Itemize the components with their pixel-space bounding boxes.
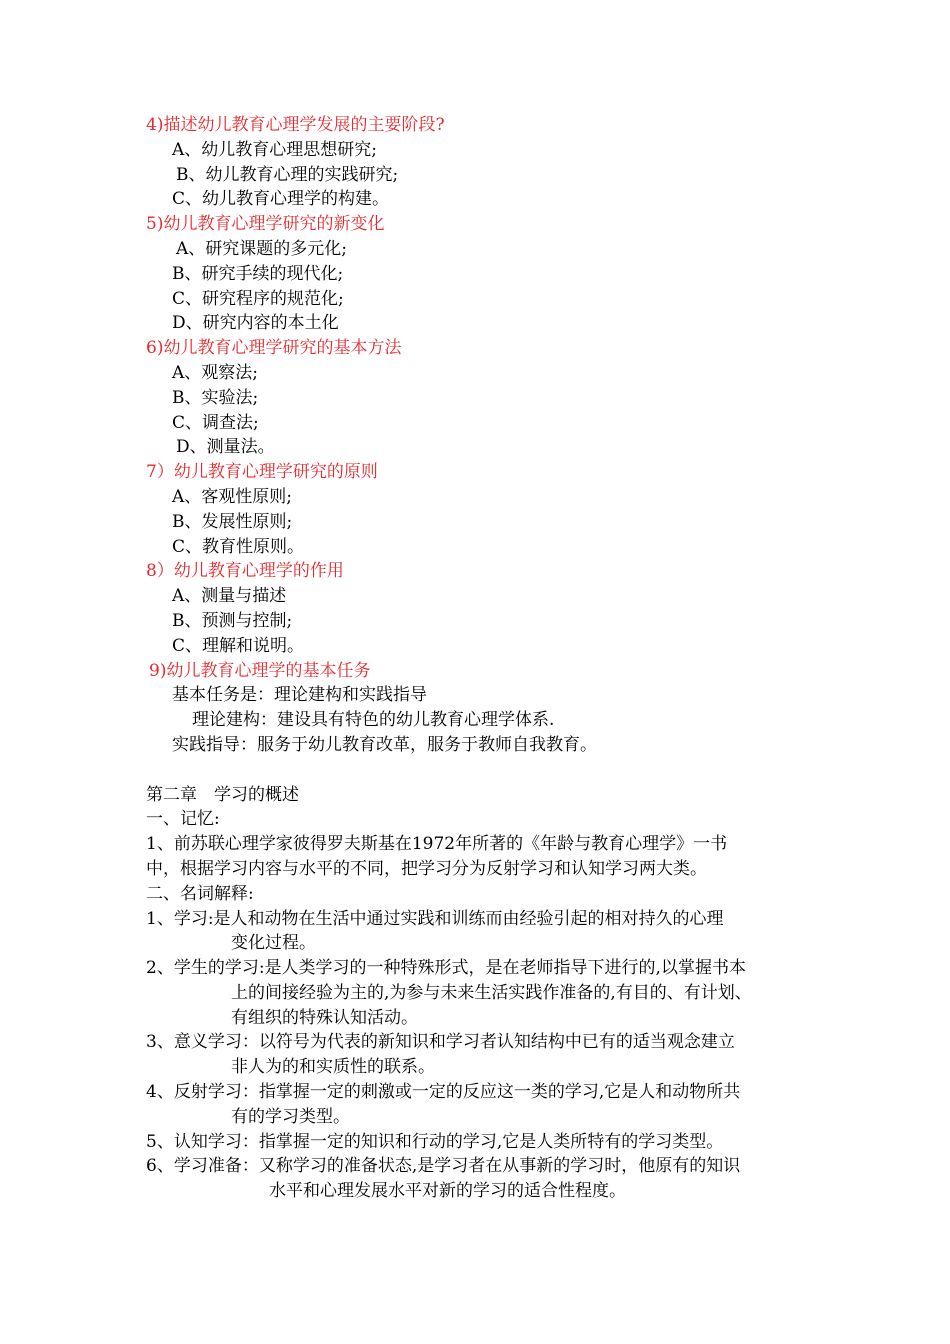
spacer [146,758,816,783]
term-entry: 2、学生的学习:是人类学习的一种特殊形式，是在老师指导下进行的,以掌握书本 [146,958,746,979]
paragraph-line: 中，根据学习内容与水平的不同，把学习分为反射学习和认知学习两大类。 [146,858,707,879]
paragraph-line: 基本任务是：理论建构和实践指导 [172,685,427,706]
term-entry: 4、反射学习：指掌握一定的刺激或一定的反应这一类的学习,它是人和动物所共 [146,1082,741,1103]
paragraph-line: 理论建构：建设具有特色的幼儿教育心理学体系. [192,710,555,731]
question-7-heading: 7）幼儿教育心理学研究的原则 [146,462,378,483]
paragraph-line: 1、前苏联心理学家彼得罗夫斯基在1972年所著的《年龄与教育心理学》一书 [146,834,728,855]
list-item: D、测量法。 [176,437,275,458]
list-item: C、研究程序的规范化; [172,288,344,309]
term-entry-continuation: 上的间接经验为主的,为参与未来生活实践作准备的,有目的、有计划、 [231,982,752,1003]
paragraph-line: 实践指导：服务于幼儿教育改革，服务于教师自我教育。 [172,734,597,755]
list-item: C、幼儿教育心理学的构建。 [172,189,390,210]
list-item: A、研究课题的多元化; [176,238,348,259]
list-item: C、调查法; [172,412,259,433]
question-6-heading: 6)幼儿教育心理学研究的基本方法 [146,338,402,359]
term-entry: 6、学习准备：又称学习的准备状态,是学习者在从事新的学习时，他原有的知识 [146,1156,741,1177]
term-entry: 3、意义学习：以符号为代表的新知识和学习者认知结构中已有的适当观念建立 [146,1032,735,1053]
terms-heading: 二、名词解释: [146,883,254,904]
question-9-heading: 9)幼儿教育心理学的基本任务 [149,660,371,681]
list-item: B、研究手续的现代化; [172,263,344,284]
term-entry-continuation: 水平和心理发展水平对新的学习的适合性程度。 [269,1181,626,1202]
list-item: A、测量与描述 [172,586,287,607]
list-item: B、发展性原则; [172,511,293,532]
term-entry: 1、学习:是人和动物在生活中通过实践和训练而由经验引起的相对持久的心理 [146,908,724,929]
list-item: A、观察法; [172,362,259,383]
question-5-heading: 5)幼儿教育心理学研究的新变化 [146,214,385,235]
chapter-title: 第二章 学习的概述 [146,784,299,805]
list-item: C、教育性原则。 [172,536,305,557]
list-item: A、幼儿教育心理思想研究; [172,139,378,160]
document-page [146,113,816,1204]
list-item: B、实验法; [172,387,259,408]
memory-heading: 一、记忆: [146,809,220,830]
term-entry-continuation: 有的学习类型。 [231,1106,350,1127]
list-item: B、幼儿教育心理的实践研究; [176,164,399,185]
question-4-heading: 4)描述幼儿教育心理学发展的主要阶段? [146,115,445,135]
list-item: D、研究内容的本土化 [172,313,339,334]
question-8-heading: 8）幼儿教育心理学的作用 [146,561,344,582]
term-entry-continuation: 变化过程。 [231,933,316,954]
list-item: C、理解和说明。 [172,635,305,656]
term-entry-continuation: 有组织的特殊认知活动。 [231,1007,418,1028]
term-entry-continuation: 非人为的和实质性的联系。 [231,1057,435,1078]
term-entry: 5、认知学习：指掌握一定的知识和行动的学习,它是人类所特有的学习类型。 [146,1131,724,1152]
list-item: B、预测与控制; [172,610,293,631]
list-item: A、客观性原则; [172,486,293,507]
